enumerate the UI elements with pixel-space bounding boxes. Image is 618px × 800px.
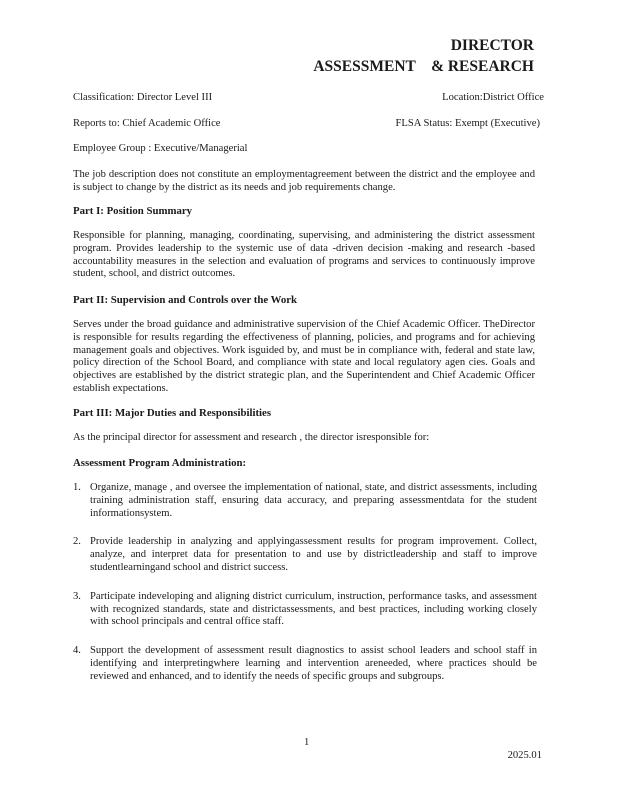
- document-version: 2025.01: [507, 750, 542, 761]
- title-line-2: ASSESSMENT & RESEARCH: [313, 58, 534, 75]
- list-item: [73, 645, 537, 683]
- part-1-heading: Part I: Position Summary: [73, 205, 193, 217]
- location: Location:District Office: [442, 92, 544, 103]
- reports-to: Reports to: Chief Academic Office: [73, 118, 221, 129]
- list-item-text: Organize, manage , and oversee the implementation of national, state, and district assessments, including training administration staff, ensuring data accuracy, and preparing assessmentdata for the student informationsystem.: [90, 482, 537, 519]
- list-item-number: 3.: [73, 590, 81, 602]
- list-item: [73, 536, 537, 574]
- classification: Classification: Director Level III: [73, 92, 213, 103]
- page-number: 1: [304, 737, 310, 748]
- list-item-number: 1.: [73, 482, 81, 493]
- list-item: [73, 482, 537, 520]
- part-3-heading: Part III: Major Duties and Responsibilities: [73, 407, 272, 419]
- part-2-heading: Part II: Supervision and Controls over the Work: [73, 294, 298, 306]
- list-item-number: 4.: [73, 645, 81, 657]
- flsa-status: FLSA Status: Exempt (Executive): [395, 118, 540, 129]
- employee-group: Employee Group : Executive/Managerial: [73, 143, 248, 154]
- list-item-text: Support the development of assessment result diagnostics to assist school leaders and school staff in identifying and interpretingwhere learning and intervention areneeded, where practices should be reviewed and enhanced, and to identify the needs of specific groups and subgroups.: [90, 645, 537, 682]
- list-item-text: Provide leadership in analyzing and applyingassessment results for program improvement. Collect, analyze, and interpret data for presentation to and use by districtleadership and staff to improve studentlearningand school and district success.: [90, 536, 537, 573]
- list-item-text: Participate indeveloping and aligning district curriculum, instruction, performance tasks, and assessment with recognized standards, state and districtassessments, and best practices, including working closely with school principals and central office staff.: [90, 590, 537, 628]
- duties-list: [73, 482, 537, 700]
- intro-paragraph: The job description does not constitute an employmentagreement between the district and the employee and is subject to change by the district as its needs and job requirements change.: [73, 169, 535, 193]
- assessment-subheading: Assessment Program Administration:: [73, 457, 247, 469]
- list-item-number: 2.: [73, 536, 81, 548]
- title-line-1: DIRECTOR: [450, 37, 534, 54]
- list-item: [73, 591, 537, 629]
- part-3-intro: As the principal director for assessment and research , the director isresponsible for:: [73, 432, 430, 443]
- part-2-text: Serves under the broad guidance and administrative supervision of the Chief Academic Officer. TheDirector is responsible for results regarding the effectiveness of planning, policies, and programs and for achieving management goals and objectives. Work isguided by, and must be in compliance with, federal and state law, policy direction of the School Board, and compliance with state and local regulatory agen cies. Goals and objectives are established by the district strategic plan, and the Superintendent and Chief Academic Officer establish expectations.: [73, 319, 535, 394]
- part-1-text: Responsible for planning, managing, coordinating, supervising, and administering the district assessment program. Provides leadership to the systemic use of data -driven decision -making and research -based accountability measures in the selection and evaluation of programs and services to continuously improve student, school, and district outcomes.: [73, 230, 535, 280]
